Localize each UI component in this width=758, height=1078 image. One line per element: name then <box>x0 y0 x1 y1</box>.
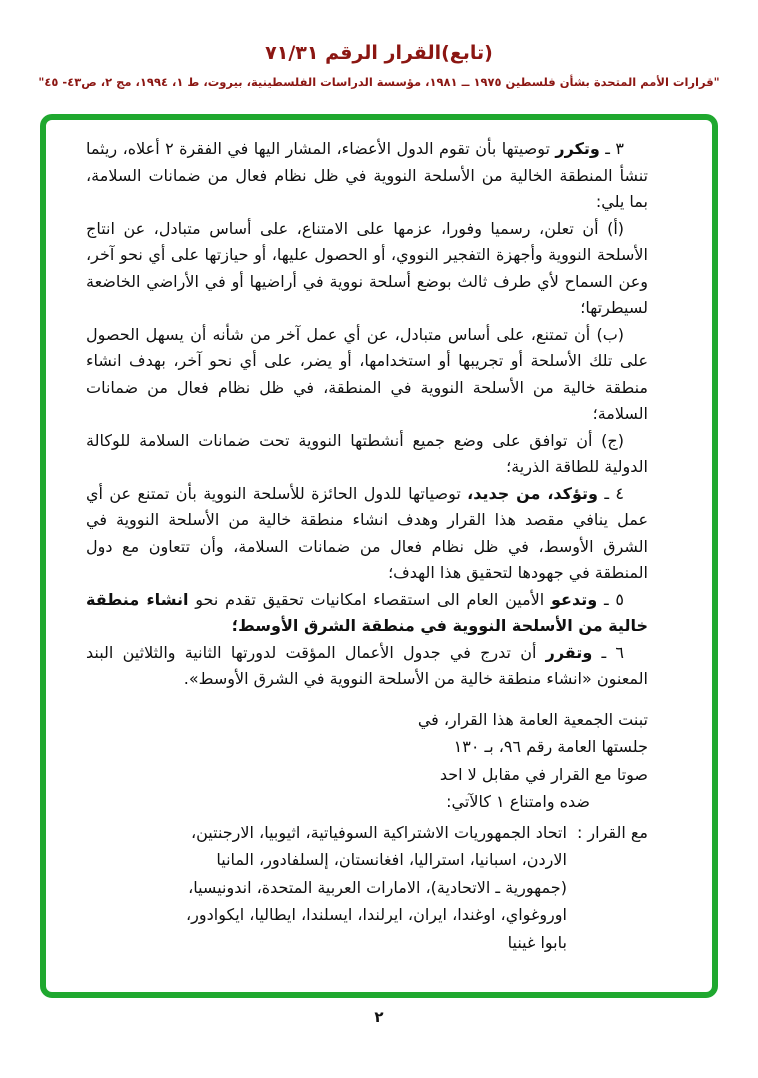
paragraph-keyword: وتدعو <box>551 589 598 609</box>
resolution-subparagraph-j <box>86 428 648 481</box>
paragraph-text: أن تمتنع، على أساس متبادل، عن أي عمل آخر من شأنه أن يسهل الحصول على تلك الأسلحة أو تجريبها أو استخدامها، أو يضر، على أي نحو آخر، بهدف انشاء منطقة خالية من الأسلحة النووية في المنطقة، في ظل نظام فعال من ضمانات السلامة؛ <box>86 324 648 423</box>
paragraph-text: توصياتها للدول الحائزة للأسلحة النووية بأن تمتنع عن أي عمل ينافي مقصد هذا القرار وهدف انشاء منطقة خالية من الأسلحة النووية في الشرق الأوسط، في ظل نظام فعال من ضمانات السلامة، وأن تتعاون مع دول المنطقة في جهودها لتحقيق هذا الهدف؛ <box>86 483 648 582</box>
adoption-note-line: تبنت الجمعية العامة هذا القرار، في <box>417 709 648 729</box>
paragraph-text: أن تدرج في جدول الأعمال المؤقت لدورتها الثانية والثلاثين البند المعنون «انشاء منطقة خالية من الأسلحة النووية في الشرق الأوسط». <box>86 642 648 688</box>
paragraph-number: (ج) <box>592 430 624 450</box>
resolution-paragraph-5 <box>86 587 648 640</box>
paragraph-text: الأمين العام الى استقصاء امكانيات تحقيق تقدم نحو <box>188 589 552 609</box>
paragraph-number: ٦ ـ <box>592 642 624 662</box>
paragraph-text: أن توافق على وضع جميع أنشطتها النووية تحت ضمانات السلامة للوكالة الدولية للطاقة الذرية؛ <box>86 430 648 476</box>
resolution-paragraph-3 <box>86 136 648 216</box>
vote-label: مع القرار : <box>576 822 648 842</box>
resolution-paragraph-6 <box>86 640 648 693</box>
vote-record <box>86 819 648 957</box>
paragraph-text: أن تعلن، رسميا وفورا، عزمها على الامتناع، على أساس متبادل، عن انتاج الأسلحة النووية وأجهزة التفجير النووي، أو الحصول عليها، أو حيازتها على أي نحو آخر، وعن السماح لأي طرف ثالث بوضع أسلحة نووية في أراضيها أو في الأراضي الخاضعة لسيطرتها؛ <box>86 218 648 317</box>
paragraph-number: (أ) <box>598 218 625 238</box>
paragraph-keyword-2: انشاء منطقة خالية من الأسلحة النووية في منطقة الشرق الأوسط؛ <box>86 589 648 635</box>
adoption-note <box>374 706 648 816</box>
resolution-paragraph-4 <box>86 481 648 587</box>
paragraph-keyword: وتؤكد، من جديد، <box>467 483 598 503</box>
page-number: ٢ <box>374 1008 384 1026</box>
paragraph-keyword: وتكرر <box>555 139 600 158</box>
vote-countries-list: اتحاد الجمهوريات الاشتراكية السوفياتية، اثيوبيا، الارجنتين، الاردن، اسبانيا، استراليا، افغانستان، إلسلفادور، المانيا (جمهورية ـ الاتحادية)، الامارات العربية المتحدة، اندونيسيا، اوروغواي، اوغندا، ايران، ايرلندا، ايسلندا، ايطاليا، ايكوادور، بابوا غينيا <box>186 822 567 952</box>
paragraph-number: ٣ ـ <box>599 139 625 158</box>
paragraph-keyword: وتقرر <box>545 642 593 662</box>
resolution-subparagraph-a <box>86 216 648 322</box>
paragraph-number: (ب) <box>590 324 625 344</box>
resolution-subparagraph-b <box>86 322 648 428</box>
page-title: (تابع)القرار الرقم ٧١/٣١ <box>265 42 493 64</box>
paragraph-number: ٥ ـ <box>597 589 625 609</box>
paragraph-text: توصيتها بأن تقوم الدول الأعضاء، المشار اليها في الفقرة ٢ أعلاه، ريثما تنشأ المنطقة الخالية من الأسلحة النووية في ظل نظام فعال من ضمانات السلامة، بما يلي: <box>86 139 648 211</box>
source-citation: "قرارات الأمم المتحدة بشأن فلسطين ١٩٧٥ ــ ١٩٨١، مؤسسة الدراسات الفلسطينية، بيروت، ط ١، ١٩٩٤، مج ٢، ص٤٣- ٤٥" <box>38 75 720 89</box>
content-frame <box>40 114 718 998</box>
resolution-body <box>46 120 712 956</box>
adoption-note-line: ضده وامتناع ١ كالآتي: <box>446 792 590 811</box>
adoption-note-line: صوتا مع القرار في مقابل لا احد <box>439 764 648 784</box>
document-header <box>0 0 758 89</box>
adoption-note-line: جلستها العامة رقم ٩٦، بـ ١٣٠ <box>453 737 648 756</box>
paragraph-number: ٤ ـ <box>597 483 624 503</box>
